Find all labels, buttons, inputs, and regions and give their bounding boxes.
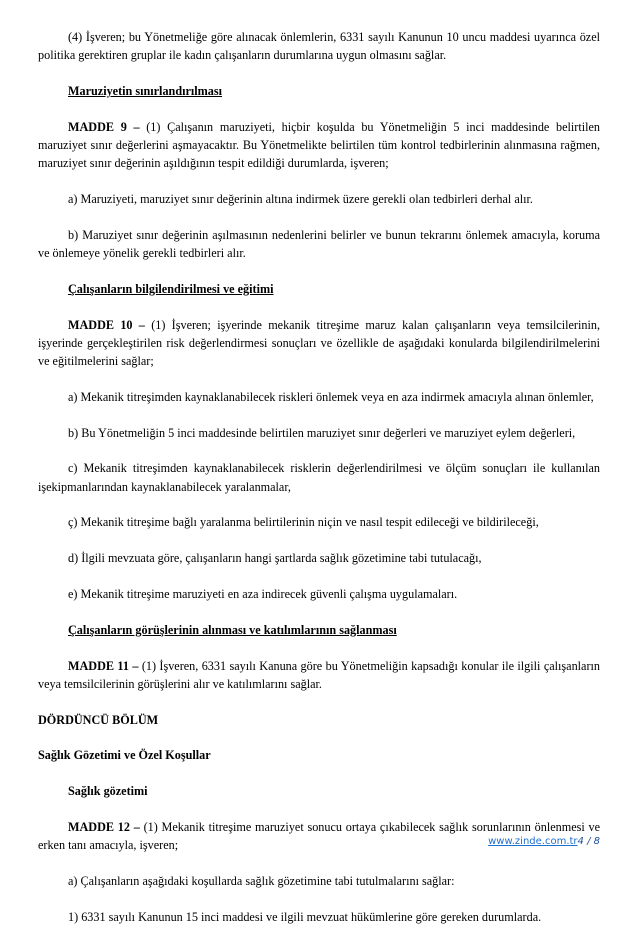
heading-information-training: Çalışanların bilgilendirilmesi ve eğitimi — [68, 281, 274, 296]
page-number: 4 / 8 — [577, 836, 600, 847]
article-label: MADDE 9 – — [68, 119, 147, 134]
list-item: b) Bu Yönetmeliğin 5 inci maddesinde belirtilen maruziyet sınır değerleri ve maruziyet eylem değerleri, — [68, 425, 576, 440]
heading-employee-participation: Çalışanların görüşlerinin alınması ve katılımlarının sağlanması — [68, 622, 397, 637]
list-item: a) Mekanik titreşimden kaynaklanabilecek riskleri önlemek veya en aza indirmek amacıyla alınan önlemler, — [68, 389, 594, 404]
list-item: d) İlgili mevzuata göre, çalışanların hangi şartlarda sağlık gözetimine tabi tutulacağı, — [68, 551, 482, 566]
list-item: b) Maruziyet sınır değerinin aşılmasının nedenlerini belirler ve bunun tekrarını önlemek amacıyla, koruma ve önlemeye yönelik gerekli tedbirleri alır. — [38, 227, 600, 260]
page-footer — [488, 836, 600, 847]
article-text: (1) Çalışanın maruziyeti, hiçbir koşulda bu Yönetmeliğin 5 inci maddesinde belirtilen maruziyet sınır değerlerini aşmayacaktır. Bu Yönetmelikte belirtilen tüm kontrol tedbirlerinin alınmasına rağmen, maruziyet sınır değerinin aşıldığının tespit edildiği durumlarda, işveren; — [38, 119, 600, 171]
list-item: a) Maruziyeti, maruziyet sınır değerinin altına indirmek üzere gerekli olan tedbirleri derhal alır. — [68, 192, 533, 206]
document-page — [38, 28, 600, 944]
article-10 — [38, 316, 600, 371]
article-label: MADDE 10 – — [68, 317, 152, 332]
article-label: MADDE 11 – — [68, 658, 142, 673]
article-9 — [38, 118, 600, 173]
list-item: 1) 6331 sayılı Kanunun 15 inci maddesi ve ilgili mevzuat hükümlerine göre gereken durumlarda. — [68, 909, 542, 924]
section-title: DÖRDÜNCÜ BÖLÜM — [38, 712, 159, 727]
paragraph-employer-groups: (4) İşveren; bu Yönetmeliğe göre alınacak önlemlerin, 6331 sayılı Kanunun 10 uncu maddesi uyarınca özel politika gerektiren gruplar ile kadın çalışanların durumlarına uygun olmasını sağlar. — [38, 30, 600, 63]
article-text: (1) İşveren, 6331 sayılı Kanuna göre bu Yönetmeliğin kapsadığı konular ile ilgili çalışanların veya temsilcilerinin görüşlerini alır ve katılımlarını sağlar. — [38, 658, 600, 691]
list-item: a) Çalışanların aşağıdaki koşullarda sağlık gözetimine tabi tutulmalarını sağlar: — [68, 873, 455, 888]
list-item: e) Mekanik titreşime maruziyeti en aza indirecek güvenli çalışma uygulamaları. — [68, 586, 458, 601]
heading-exposure-limitation: Maruziyetin sınırlandırılması — [68, 84, 223, 98]
article-label: MADDE 12 – — [68, 819, 144, 834]
article-11 — [38, 657, 600, 693]
section-subtitle: Sağlık Gözetimi ve Özel Koşullar — [38, 748, 211, 763]
list-item: ç) Mekanik titreşime bağlı yaralanma belirtilerinin niçin ve nasıl tespit edileceği ve bildirileceği, — [68, 515, 539, 530]
list-item: c) Mekanik titreşimden kaynaklanabilecek risklerin değerlendirilmesi ve ölçüm sonuçları ile kullanılan işekipmanlarından kaynaklanabilecek yaralanmalar, — [38, 461, 600, 494]
website-link[interactable]: www.zinde.com.tr — [488, 836, 578, 847]
subsection-health-surveillance: Sağlık gözetimi — [68, 784, 148, 799]
article-text: (1) Mekanik titreşime maruziyet sonucu ortaya çıkabilecek sağlık sorunlarının önlenmesi ve erken tanı amacıyla, işveren; — [38, 819, 600, 853]
article-text: (1) İşveren; işyerinde mekanik titreşime maruz kalan çalışanların veya temsilcilerinin, işyerinde gerçekleştirilen risk değerlendirmesi sonuçları ve özellikle de aşağıdaki konularda bilgilendirilmelerini ve eğitilmelerini sağlar; — [38, 317, 600, 368]
